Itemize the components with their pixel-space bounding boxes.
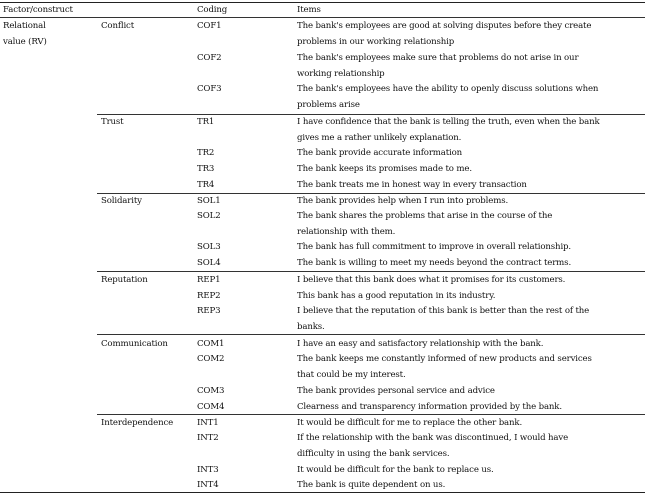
code-cof3: COF3 — [197, 84, 222, 94]
group-rule-trust — [97, 114, 645, 115]
item-sol3 — [297, 242, 644, 253]
construct-conflict: Conflict — [101, 21, 135, 31]
table-top-rule — [0, 2, 645, 3]
item-line: relationship with them. — [297, 227, 396, 237]
item-line: problems in our working relationship — [297, 37, 455, 47]
item-line: It would be difficult for the bank to replace us. — [297, 465, 494, 475]
item-line: The bank's employees make sure that problems do not arise in our — [297, 53, 579, 63]
item-line: This bank has a good reputation in its industry. — [297, 291, 496, 301]
item-line: It would be difficult for me to replace the other bank. — [297, 418, 523, 428]
construct-trust: Trust — [101, 117, 124, 127]
item-line: The bank provides personal service and advice — [297, 386, 495, 396]
item-line: Clearness and transparency information provided by the bank. — [297, 402, 562, 412]
item-line: gives me a rather unlikely explanation. — [297, 133, 462, 143]
item-line: The bank is quite dependent on us. — [297, 480, 446, 490]
code-int1: INT1 — [197, 418, 219, 428]
item-line: banks. — [297, 322, 325, 332]
item-line: that could be my interest. — [297, 370, 406, 380]
header-rule — [0, 17, 645, 18]
item-cof1 — [297, 21, 644, 48]
group-rule-communication — [97, 334, 645, 335]
item-rep3 — [297, 306, 644, 333]
group-rule-solidarity — [97, 193, 645, 194]
header-factor-construct: Factor/construct — [3, 5, 73, 15]
item-line: I believe that this bank does what it promises for its customers. — [297, 275, 566, 285]
item-com4 — [297, 402, 644, 413]
item-int3 — [297, 465, 644, 476]
factor-label-line1: Relational — [3, 21, 46, 31]
code-int4: INT4 — [197, 480, 219, 490]
construct-reputation: Reputation — [101, 275, 148, 285]
item-int2 — [297, 433, 644, 460]
code-cof2: COF2 — [197, 53, 222, 63]
code-cof1: COF1 — [197, 21, 222, 31]
code-int2: INT2 — [197, 433, 219, 443]
item-tr1 — [297, 117, 644, 144]
item-sol1 — [297, 196, 644, 207]
item-int4 — [297, 480, 644, 491]
factor-label-line2: value (RV) — [3, 37, 47, 47]
item-line: working relationship — [297, 69, 385, 79]
code-com4: COM4 — [197, 402, 225, 412]
header-coding: Coding — [197, 5, 228, 15]
item-sol4 — [297, 258, 644, 269]
item-cof2 — [297, 53, 644, 80]
item-tr2 — [297, 148, 644, 159]
code-com1: COM1 — [197, 339, 225, 349]
item-line: difficulty in using the bank services. — [297, 449, 450, 459]
code-tr1: TR1 — [197, 117, 215, 127]
code-rep1: REP1 — [197, 275, 221, 285]
group-rule-reputation — [97, 271, 645, 272]
item-line: The bank has full commitment to improve in overall relationship. — [297, 242, 571, 252]
table-bottom-rule — [0, 492, 645, 493]
item-line: The bank's employees have the ability to openly discuss solutions when — [297, 84, 599, 94]
item-line: The bank keeps its promises made to me. — [297, 164, 472, 174]
code-rep3: REP3 — [197, 306, 221, 316]
construct-interdependence: Interdependence — [101, 418, 174, 428]
code-rep2: REP2 — [197, 291, 221, 301]
code-tr2: TR2 — [197, 148, 215, 158]
code-sol1: SOL1 — [197, 196, 221, 206]
item-line: I believe that the reputation of this bank is better than the rest of the — [297, 306, 590, 316]
item-line: The bank treats me in honest way in every transaction — [297, 180, 527, 190]
item-line: The bank shares the problems that arise in the course of the — [297, 211, 553, 221]
item-int1 — [297, 418, 644, 429]
code-int3: INT3 — [197, 465, 219, 475]
item-line: If the relationship with the bank was discontinued, I would have — [297, 433, 569, 443]
item-line: problems arise — [297, 100, 360, 110]
code-tr3: TR3 — [197, 164, 215, 174]
construct-solidarity: Solidarity — [101, 196, 142, 206]
code-com2: COM2 — [197, 354, 225, 364]
code-sol3: SOL3 — [197, 242, 221, 252]
item-com2 — [297, 354, 644, 381]
item-line: The bank provides help when I run into problems. — [297, 196, 509, 206]
code-sol2: SOL2 — [197, 211, 221, 221]
item-com1 — [297, 339, 644, 350]
item-line: The bank provide accurate information — [297, 148, 463, 158]
item-tr4 — [297, 180, 644, 191]
item-line: The bank keeps me constantly informed of new products and services — [297, 354, 592, 364]
item-rep1 — [297, 275, 644, 286]
construct-communication: Communication — [101, 339, 168, 349]
item-line: The bank is willing to meet my needs beyond the contract terms. — [297, 258, 572, 268]
item-line: I have an easy and satisfactory relationship with the bank. — [297, 339, 544, 349]
header-items: Items — [297, 5, 321, 15]
item-line: I have confidence that the bank is telling the truth, even when the bank — [297, 117, 600, 127]
item-line: The bank's employees are good at solving disputes before they create — [297, 21, 592, 31]
item-com3 — [297, 386, 644, 397]
code-sol4: SOL4 — [197, 258, 221, 268]
item-sol2 — [297, 211, 644, 238]
item-rep2 — [297, 291, 644, 302]
code-com3: COM3 — [197, 386, 225, 396]
code-tr4: TR4 — [197, 180, 215, 190]
item-cof3 — [297, 84, 644, 111]
item-tr3 — [297, 164, 644, 175]
group-rule-interdependence — [97, 414, 645, 415]
